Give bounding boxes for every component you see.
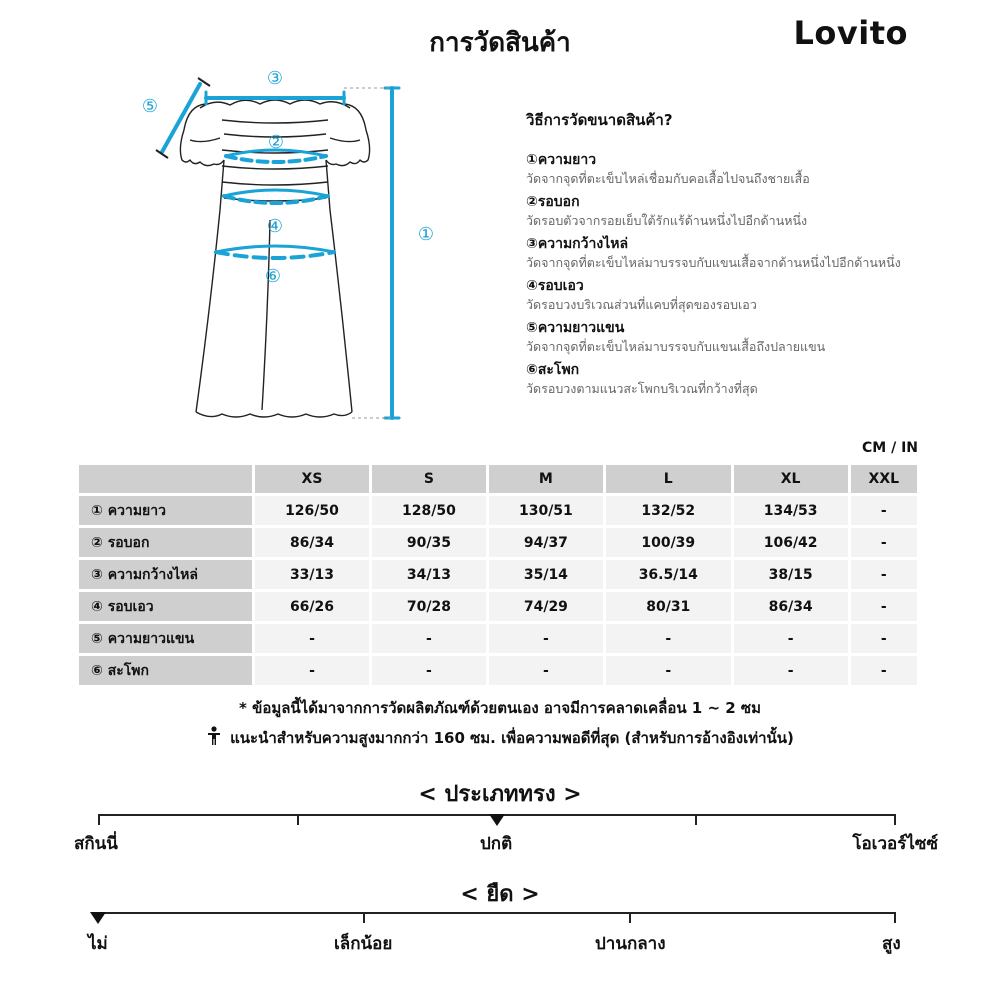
- table-row: [79, 624, 917, 653]
- guide-item-desc: วัดรอบวงบริเวณส่วนที่แคบที่สุดของรอบเอว: [526, 297, 757, 312]
- brand-logo: Lovito: [793, 14, 908, 52]
- table-cell: -: [851, 624, 917, 653]
- stretch-label-slight: เล็กน้อย: [334, 934, 393, 954]
- table-row: [79, 496, 917, 525]
- table-cell: 86/34: [734, 592, 848, 621]
- table-header-row: [79, 465, 917, 493]
- column-header-size: S: [372, 465, 486, 493]
- fit-scale-tick: [98, 814, 100, 825]
- table-cell: -: [851, 656, 917, 685]
- guide-item-name: ③ความกว้างไหล่: [526, 236, 629, 252]
- table-cell: -: [372, 624, 486, 653]
- table-cell: 34/13: [372, 560, 486, 589]
- fit-scale-tick: [894, 814, 896, 825]
- table-cell: 36.5/14: [606, 560, 731, 589]
- guide-item-desc: วัดจากจุดที่ตะเข็บไหล่มาบรรจบกับแขนเสื้อถึงปลายแขน: [526, 339, 826, 354]
- table-cell: 86/34: [255, 528, 369, 557]
- table-cell: -: [372, 656, 486, 685]
- guide-question: วิธีการวัดขนาดสินค้า?: [526, 111, 673, 129]
- guide-item-desc: วัดรอบตัวจากรอยเย็บใต้รักแร้ด้านหนึ่งไปอีกด้านหนึ่ง: [526, 213, 808, 228]
- row-label: ③ ความกว้างไหล่: [79, 560, 252, 589]
- row-label: ⑤ ความยาวแขน: [79, 624, 252, 653]
- table-cell: 100/39: [606, 528, 731, 557]
- guide-item-desc: วัดจากจุดที่ตะเข็บไหล่เชื่อมกับคอเสื้อไปจนถึงชายเสื้อ: [526, 171, 810, 186]
- column-header-size: XXL: [851, 465, 917, 493]
- table-cell: 80/31: [606, 592, 731, 621]
- stretch-scale-title: < ยืด >: [460, 882, 540, 907]
- table-cell: 70/28: [372, 592, 486, 621]
- guide-item-hip: [526, 360, 966, 398]
- marker-hip: ⑥: [264, 266, 282, 287]
- dress-diagram: [130, 60, 450, 430]
- marker-waist: ④: [266, 216, 284, 237]
- table-cell: -: [734, 656, 848, 685]
- table-cell: 106/42: [734, 528, 848, 557]
- stretch-label-none: ไม่: [88, 934, 108, 954]
- guide-item-desc: วัดจากจุดที่ตะเข็บไหล่มาบรรจบกับแขนเสื้อจากด้านหนึ่งไปอีกด้านหนึ่ง: [526, 255, 901, 270]
- table-cell: 38/15: [734, 560, 848, 589]
- table-cell: 35/14: [489, 560, 603, 589]
- guide-item-shoulder: [526, 234, 966, 272]
- table-cell: -: [606, 656, 731, 685]
- stretch-scale-tick: [629, 912, 631, 923]
- table-row: [79, 560, 917, 589]
- table-row: [79, 592, 917, 621]
- table-cell: -: [489, 624, 603, 653]
- marker-chest: ②: [267, 132, 285, 153]
- table-cell: -: [851, 560, 917, 589]
- column-header-size: M: [489, 465, 603, 493]
- column-header-size: XL: [734, 465, 848, 493]
- fit-scale-title: < ประเภททรง >: [418, 782, 582, 807]
- size-table: [76, 462, 920, 688]
- table-cell: 134/53: [734, 496, 848, 525]
- fit-label-skinny: สกินนี่: [74, 834, 118, 854]
- height-tip-text: แนะนำสำหรับความสูงมากกว่า 160 ซม. เพื่อความพอดีที่สุด (สำหรับการอ้างอิงเท่านั้น): [230, 729, 794, 747]
- measurement-guide: [526, 108, 966, 402]
- height-tip: [0, 726, 1000, 750]
- table-corner: [79, 465, 252, 493]
- fit-label-regular: ปกติ: [480, 834, 513, 854]
- table-row: [79, 528, 917, 557]
- stretch-label-medium: ปานกลาง: [595, 934, 666, 954]
- unit-label: CM / IN: [862, 440, 918, 456]
- guide-item-name: ①ความยาว: [526, 152, 597, 168]
- table-cell: 90/35: [372, 528, 486, 557]
- table-cell: 33/13: [255, 560, 369, 589]
- table-cell: -: [851, 496, 917, 525]
- guide-item-chest: [526, 192, 966, 230]
- table-cell: -: [851, 592, 917, 621]
- fit-scale-tick: [695, 814, 697, 825]
- table-cell: -: [255, 656, 369, 685]
- stretch-scale-line: [98, 912, 896, 914]
- guide-item-name: ④รอบเอว: [526, 278, 584, 294]
- guide-item-name: ②รอบอก: [526, 194, 580, 210]
- fit-pointer-icon: [489, 814, 505, 826]
- person-icon: [206, 726, 222, 746]
- table-cell: -: [851, 528, 917, 557]
- table-cell: 74/29: [489, 592, 603, 621]
- column-header-size: L: [606, 465, 731, 493]
- guide-item-name: ⑥สะโพก: [526, 362, 580, 378]
- page-title: การวัดสินค้า: [429, 28, 571, 58]
- guide-item-desc: วัดรอบวงตามแนวสะโพกบริเวณที่กว้างที่สุด: [526, 381, 758, 396]
- marker-length: ①: [417, 224, 435, 245]
- stretch-label-high: สูง: [882, 934, 901, 954]
- fit-label-oversize: โอเวอร์ไซซ์: [852, 834, 938, 854]
- table-cell: 66/26: [255, 592, 369, 621]
- table-cell: -: [489, 656, 603, 685]
- stretch-scale-tick: [363, 912, 365, 923]
- table-cell: -: [734, 624, 848, 653]
- stretch-pointer-icon: [90, 912, 106, 924]
- stretch-scale-tick: [894, 912, 896, 923]
- table-cell: 128/50: [372, 496, 486, 525]
- row-label: ⑥ สะโพก: [79, 656, 252, 685]
- guide-item-waist: [526, 276, 966, 314]
- table-cell: 130/51: [489, 496, 603, 525]
- row-label: ① ความยาว: [79, 496, 252, 525]
- row-label: ④ รอบเอว: [79, 592, 252, 621]
- table-cell: -: [255, 624, 369, 653]
- table-cell: 94/37: [489, 528, 603, 557]
- marker-sleeve: ⑤: [141, 96, 159, 117]
- table-row: [79, 656, 917, 685]
- marker-shoulder: ③: [266, 68, 284, 89]
- guide-item-sleeve: [526, 318, 966, 356]
- row-label: ② รอบอก: [79, 528, 252, 557]
- fit-scale-tick: [297, 814, 299, 825]
- table-cell: 126/50: [255, 496, 369, 525]
- table-cell: 132/52: [606, 496, 731, 525]
- table-cell: -: [606, 624, 731, 653]
- column-header-size: XS: [255, 465, 369, 493]
- guide-item-length: [526, 150, 966, 188]
- guide-item-name: ⑤ความยาวแขน: [526, 320, 625, 336]
- disclaimer-note: * ข้อมูลนี้ได้มาจากการวัดผลิตภัณฑ์ด้วยตนเอง อาจมีการคลาดเคลื่อน 1 ~ 2 ซม: [239, 699, 761, 717]
